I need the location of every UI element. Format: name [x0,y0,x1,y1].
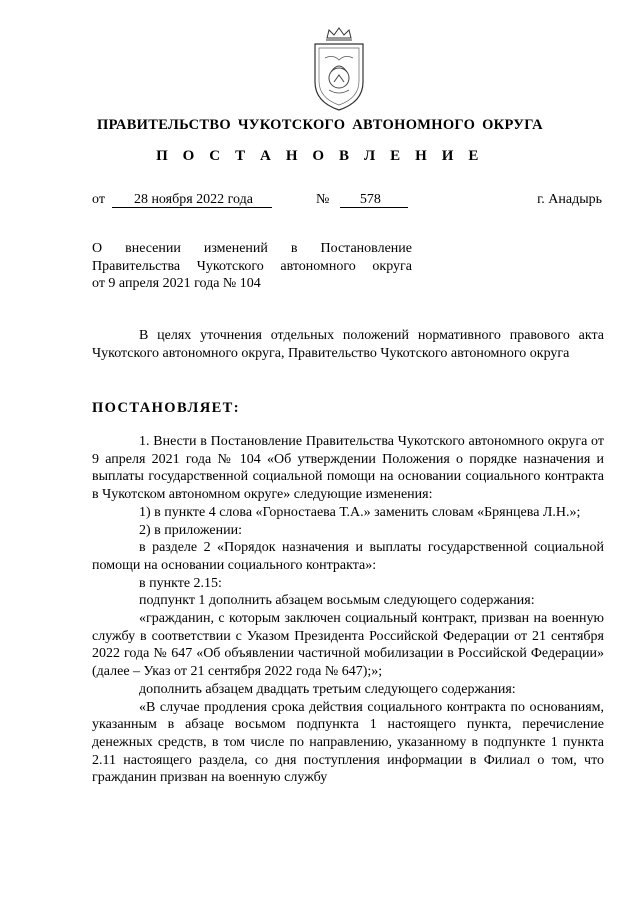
number-label: № [316,192,330,207]
main-text [92,433,604,787]
preamble-text: В целях уточнения отдельных положений нормативного правового акта Чукотского автономного округа, Правительство Чукотского автономного округа [92,328,604,361]
subject-line: Правительства Чукотского автономного округа [92,258,412,274]
number-block [316,192,408,208]
government-title: ПРАВИТЕЛЬСТВО ЧУКОТСКОГО АВТОНОМНОГО ОКРУГА [97,117,543,133]
subject-line: от 9 апреля 2021 года № 104 [92,276,261,292]
subject-line: О внесении изменений в Постановление [92,241,412,256]
paragraph: в разделе 2 «Порядок назначения и выплаты государственной социальной помощи на основании социального контракта»: [92,540,604,573]
paragraph: 1. Внести в Постановление Правительства Чукотского автономного округа от 9 апреля 2021 года № 104 «Об утверждении Положения о порядке назначения и выплаты государственной социальной помощи на основании социального контракта в Чукотском автономном округе» следующие изменения: [92,434,604,503]
date-label: от [92,192,105,207]
paragraph: 2) в приложении: [139,522,242,538]
date-value: 28 ноября 2022 года [112,192,272,208]
document-type: П О С Т А Н О В Л Е Н И Е [156,148,484,164]
paragraph: подпункт 1 дополнить абзацем восьмым следующего содержания: [139,593,535,609]
paragraph: «В случае продления срока действия социального контракта по основаниям, указанным в абзаце восьмом подпункта 1 настоящего пункта, перечисление денежных средств, в том числе по направлению, указанному в подпункте 1 пункта 2.11 настоящего раздела, со дня поступления информации в Филиал о том, что гражданин призван на военную службу [92,699,604,786]
paragraph: в пункте 2.15: [139,575,222,591]
paragraph: дополнить абзацем двадцать третьим следующего содержания: [139,681,516,697]
paragraph: 1) в пункте 4 слова «Горностаева Т.А.» заменить словам «Брянцева Л.Н.»; [139,504,581,520]
number-value: 578 [340,192,408,208]
city: г. Анадырь [537,192,602,207]
coat-of-arms-icon [301,26,377,114]
document-subject [92,240,412,293]
preamble [92,327,604,362]
paragraph: «гражданин, с которым заключен социальный контракт, призван на военную службу в соответствии с Указом Президента Российской Федерации от 21 сентября 2022 года № 647 «Об объявлении частичной мобилизации в Российской Федерации» (далее – Указ от 21 сентября 2022 года № 647);»; [92,611,604,680]
decree-word: ПОСТАНОВЛЯЕТ: [92,400,240,416]
date-block [92,192,272,208]
